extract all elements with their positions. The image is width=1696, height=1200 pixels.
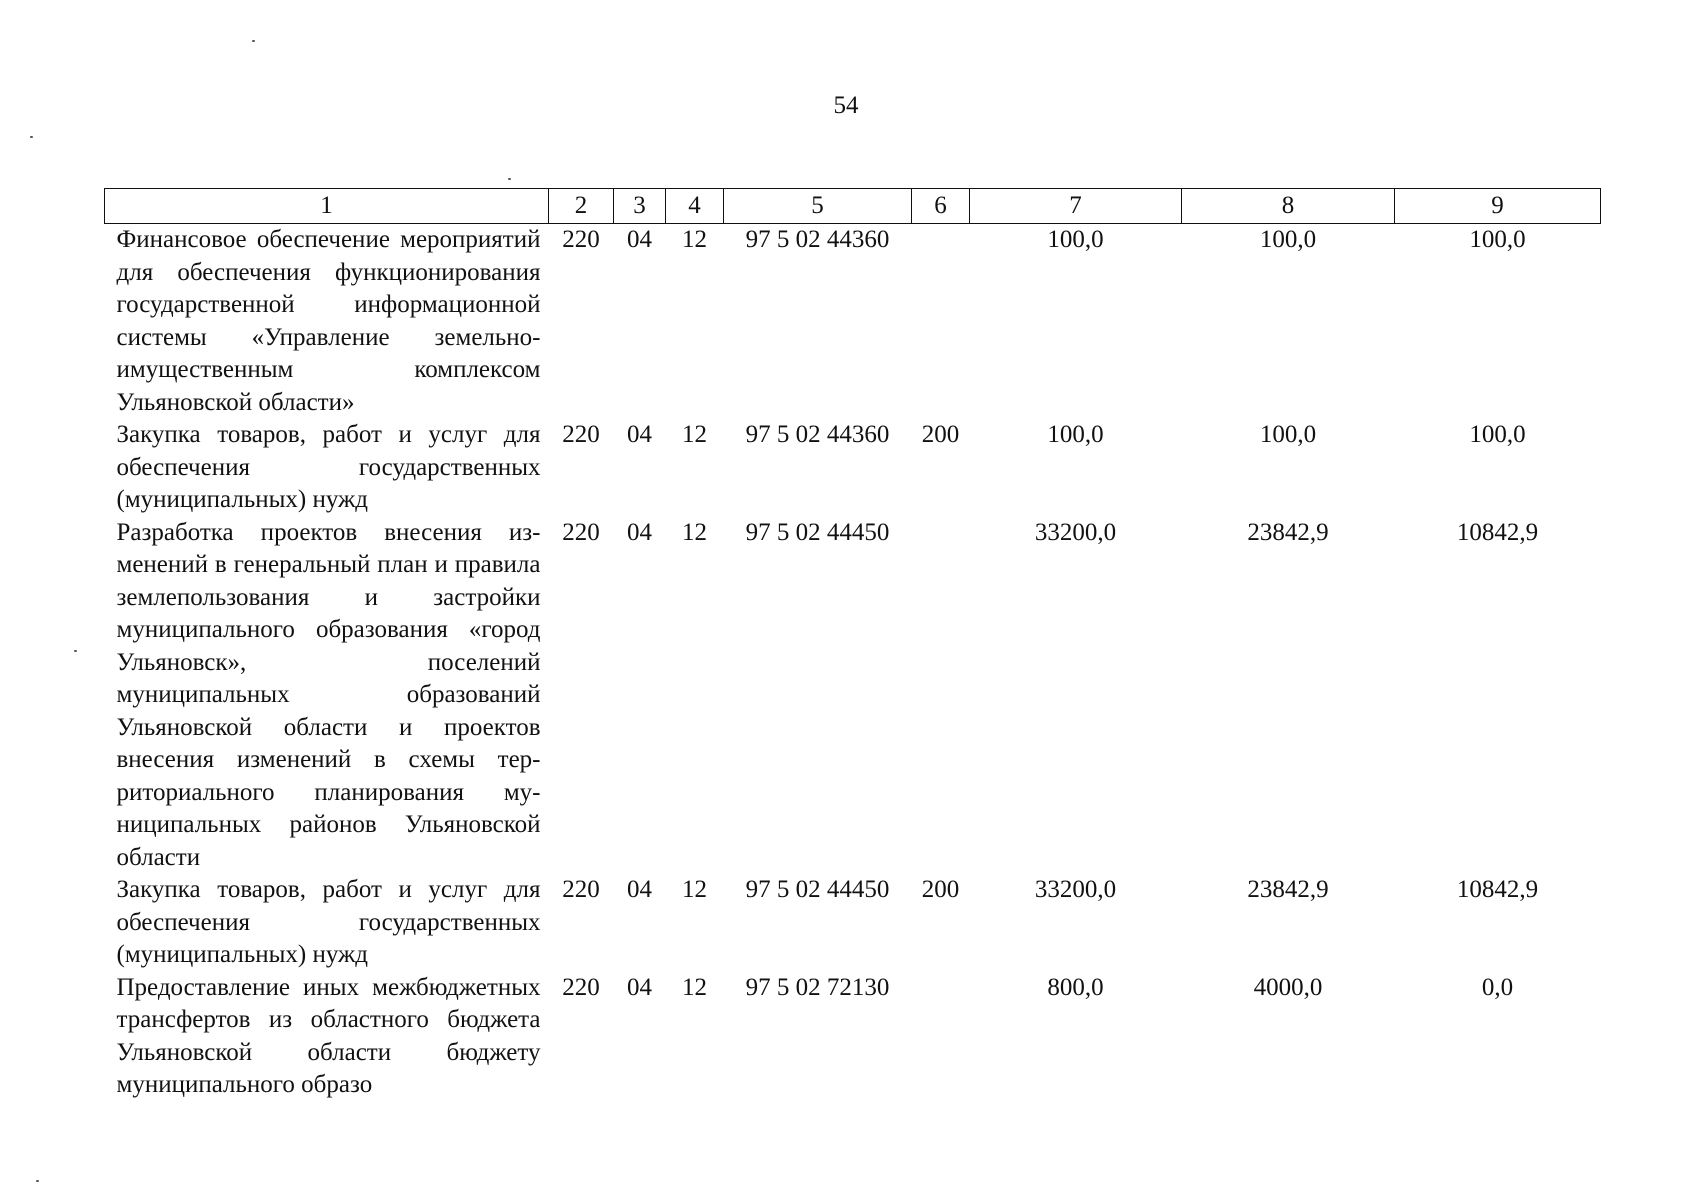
header-row (105, 189, 1601, 224)
column-header: 5 (724, 189, 912, 224)
table-header (105, 189, 1601, 224)
scan-speck (74, 650, 77, 652)
amount-col-8: 4000,0 (1253, 973, 1323, 1001)
budget-table (104, 188, 1601, 1102)
column-header: 4 (666, 189, 724, 224)
section-code: 04 (627, 518, 652, 546)
amount-col-7: 33200,0 (1034, 876, 1117, 903)
expense-type-code: 200 (921, 876, 960, 903)
page-number: 54 (833, 92, 859, 119)
row-description: Закупка товаров, работ и услуг для обеспечения государственных (муниципальных) нужд (116, 421, 541, 513)
amount-col-9: 0,0 (1481, 973, 1514, 1001)
expense-type-code: 200 (921, 421, 960, 448)
ministry-code: 220 (562, 876, 600, 903)
section-code: 04 (627, 421, 652, 448)
ministry-code: 220 (562, 973, 600, 1001)
ministry-code: 220 (562, 421, 600, 448)
amount-col-8: 23842,9 (1247, 876, 1329, 903)
table-row (105, 517, 1601, 875)
amount-col-8: 23842,9 (1247, 518, 1329, 546)
amount-col-8: 100,0 (1259, 226, 1317, 253)
amount-col-7: 800,0 (1047, 973, 1104, 1001)
budget-table-container (104, 188, 1600, 1102)
subsection-code: 12 (682, 421, 707, 448)
subsection-code: 12 (682, 876, 707, 903)
amount-col-9: 100,0 (1469, 421, 1526, 448)
amount-col-9: 100,0 (1469, 226, 1526, 253)
subsection-code: 12 (682, 973, 707, 1001)
section-code: 04 (627, 973, 652, 1001)
amount-col-9: 10842,9 (1456, 518, 1539, 546)
table-row (105, 874, 1601, 972)
column-header: 6 (912, 189, 970, 224)
column-header: 1 (105, 189, 549, 224)
amount-col-7: 100,0 (1047, 421, 1104, 448)
column-header: 9 (1395, 189, 1601, 224)
target-article-code: 97 5 02 44360 (745, 226, 890, 253)
scan-speck (30, 136, 33, 138)
amount-col-7: 33200,0 (1034, 518, 1117, 546)
table-row (105, 972, 1601, 1102)
row-description: Финансовое обеспечение мероприятий для обеспечения функционирования государственной информационной системы «Управление земельно-имущественным комплексом Ульяновской области» (116, 226, 541, 416)
expense-type-code (912, 224, 970, 420)
ministry-code: 220 (562, 226, 600, 253)
expense-type-code (912, 972, 970, 1102)
column-header: 8 (1182, 189, 1395, 224)
expense-type-code (912, 517, 970, 875)
section-code: 04 (627, 876, 652, 903)
subsection-code: 12 (682, 226, 707, 253)
row-description: Разработка проектов внесения изменений в генеральный план и правила землепользования и застройки муниципального образования «город Ульяновск», поселений муниципальных образований Ульяновской области и проектов внесения изменений в схемы территориального планирования муниципальных районов Ульяновской области (116, 518, 541, 871)
subsection-code: 12 (682, 518, 707, 546)
amount-col-9: 10842,9 (1456, 876, 1539, 903)
column-header: 7 (970, 189, 1182, 224)
table-row (105, 419, 1601, 517)
scan-speck (252, 40, 255, 42)
target-article-code: 97 5 02 44450 (745, 876, 890, 903)
amount-col-8: 100,0 (1259, 421, 1317, 448)
section-code: 04 (627, 226, 652, 253)
row-description: Предоставление иных межбюджетных трансфертов из областного бюджета Ульяновской области бюджету муниципального образо (116, 973, 541, 1098)
target-article-code: 97 5 02 44450 (745, 518, 890, 546)
row-description: Закупка товаров, работ и услуг для обеспечения государственных (муниципальных) нужд (116, 876, 541, 968)
table-row (105, 224, 1601, 420)
target-article-code: 97 5 02 44360 (745, 421, 890, 448)
table-body (105, 224, 1601, 1102)
ministry-code: 220 (562, 518, 600, 546)
scan-speck (36, 1180, 39, 1182)
scan-speck (508, 178, 511, 180)
amount-col-7: 100,0 (1047, 226, 1104, 253)
column-header: 2 (549, 189, 614, 224)
column-header: 3 (614, 189, 666, 224)
target-article-code: 97 5 02 72130 (745, 973, 890, 1001)
